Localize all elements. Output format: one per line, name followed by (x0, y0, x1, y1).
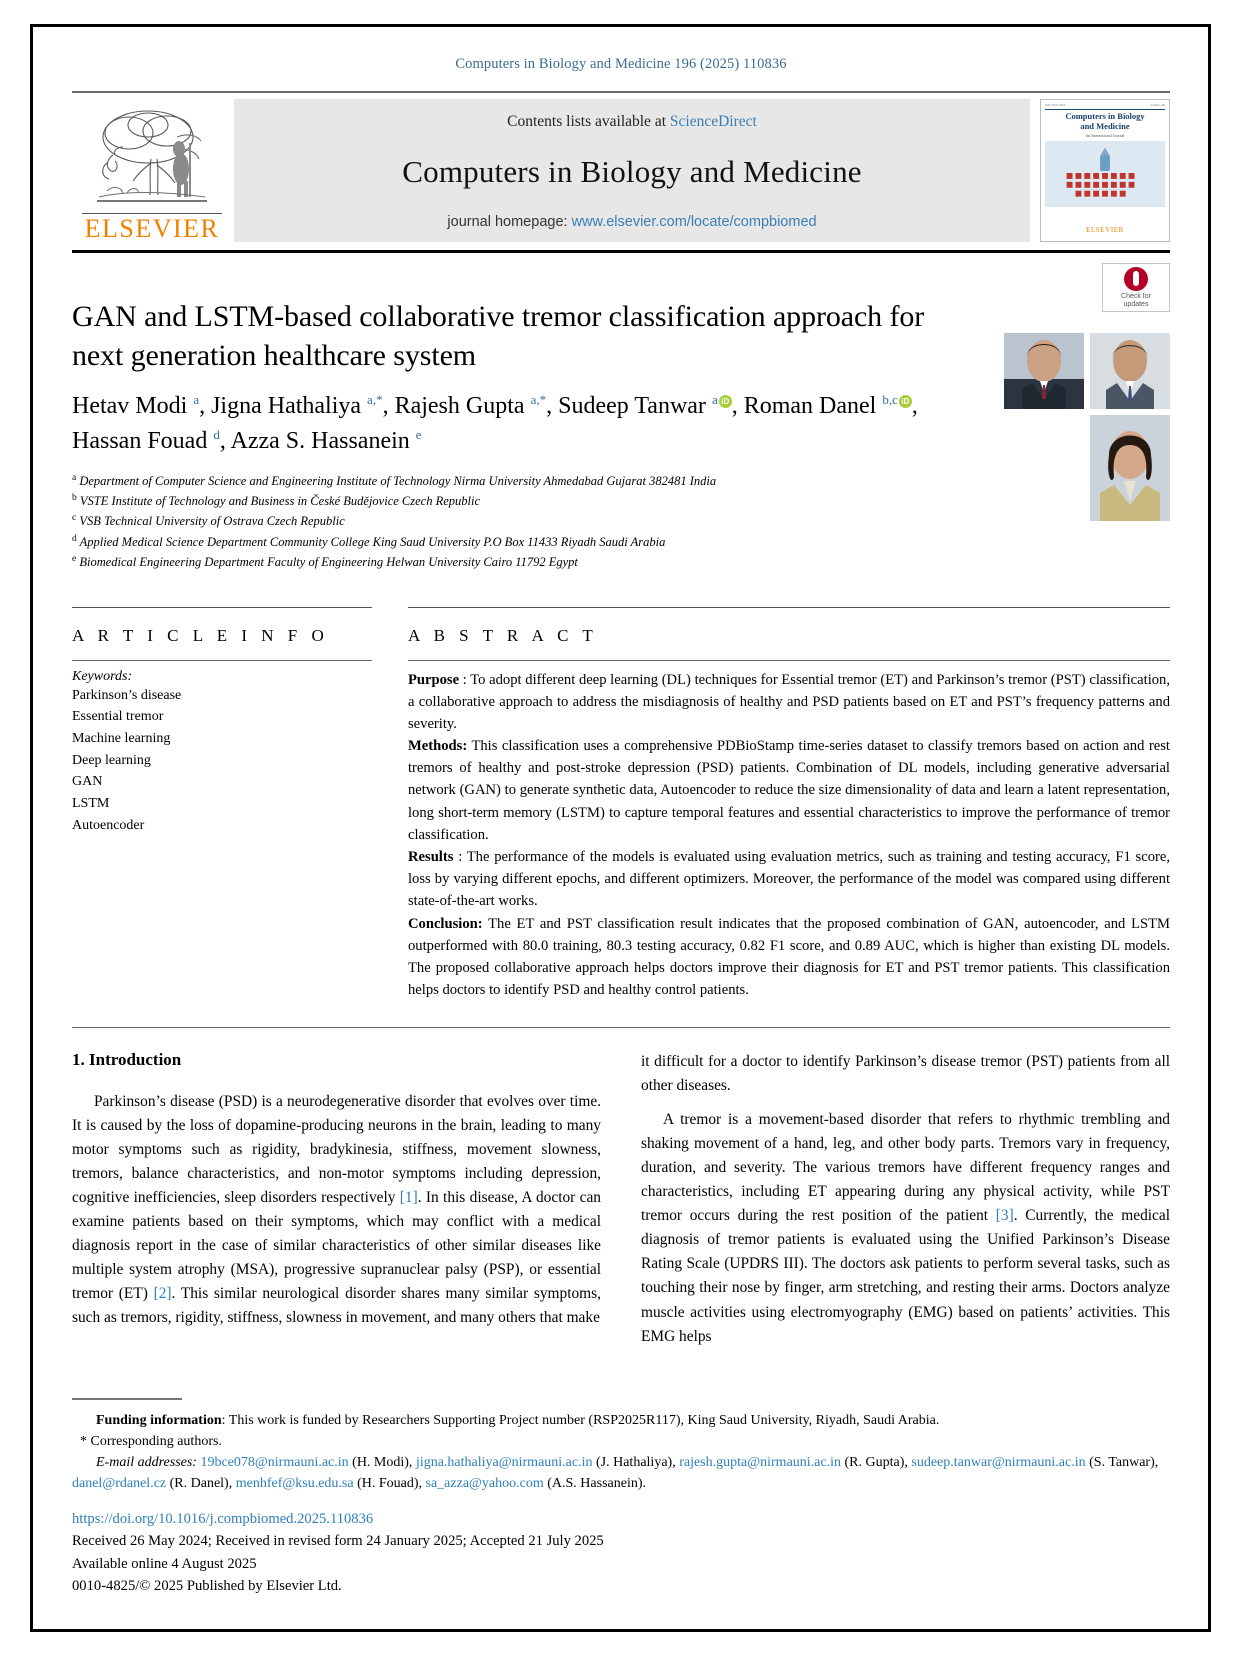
article-info-column (72, 607, 372, 1002)
journal-homepage-line (244, 214, 1020, 230)
abstract-label: Results (408, 849, 454, 865)
cover-artwork (1045, 141, 1165, 207)
funding-information (72, 1410, 1170, 1431)
email-owner: (R. Danel), (169, 1475, 233, 1491)
crossmark-line2: updates (1123, 301, 1149, 309)
abstract-label: Conclusion: (408, 915, 483, 932)
body-paragraph (72, 1090, 601, 1330)
email-owner: (S. Tanwar), (1089, 1454, 1159, 1470)
abstract-text: To adopt different deep learning (DL) techniques for Essential tremor (ET) and Parkinson’s tremor (PST) classification, a collaborative approach to address the misdiagnosis of healthy and PSD patients based on ET and PST’s frequency patterns and severity. (408, 671, 1170, 732)
cover-artwork-icon (1045, 141, 1165, 207)
journal-homepage-link[interactable]: www.elsevier.com/locate/compbiomed (571, 214, 817, 230)
body-paragraph (641, 1050, 1170, 1098)
corresponding-text: Corresponding authors. (90, 1433, 222, 1449)
body-column-left (72, 1050, 601, 1358)
abstract-paragraph (408, 738, 1170, 843)
affiliation-item (72, 491, 932, 511)
email-link[interactable]: sudeep.tanwar@nirmauni.ac.in (911, 1454, 1086, 1470)
contents-available-line (244, 113, 1020, 131)
body-paragraph-text: A tremor is a movement-based disorder that refers to rhythmic trembling and shaking movement of a hand, leg, and other body parts. Tremors vary in frequency, duration, and severity. The various tremors have different frequency ranges and characteristics, including ET appearing during any physical activity, while PST tremor occurs during the rest position of the patient [3]. Currently, the medical diagnosis of tremor patients is evaluated using the Unified Parkinson’s Disease Rating Scale (UPDRS III). The doctors ask patients to perform several tasks, such as touching their nose by finger, arm stretching, and resting their arms. Doctors analyze muscle activities using electromyography (EMG) based on patients’ activities. This EMG helps (641, 1111, 1170, 1345)
cover-title-line2: and Medicine (1080, 120, 1130, 131)
affiliation-marker: e (72, 554, 77, 565)
avatar (1090, 333, 1170, 409)
affiliation-item (72, 471, 932, 491)
email-addresses-line (72, 1452, 1170, 1494)
keywords-list (72, 685, 372, 837)
crossmark-line1: Check for (1121, 293, 1151, 300)
homepage-prefix: journal homepage: (447, 214, 572, 230)
page-title: GAN and LSTM-based collaborative tremor classification approach for next generation healthcare system (72, 300, 925, 372)
keyword-item: Parkinson’s disease (72, 687, 182, 703)
author-portraits-row1 (1004, 333, 1170, 409)
portrait-icon (1090, 333, 1170, 409)
keyword-item: Essential tremor (72, 709, 164, 725)
abstract-paragraph (408, 916, 1170, 999)
abstract-sep: : (459, 671, 471, 688)
available-online-date: Available online 4 August 2025 (72, 1555, 257, 1572)
sciencedirect-link[interactable]: ScienceDirect (669, 113, 757, 130)
abstract-body (408, 669, 1170, 1002)
elsevier-wordmark: ELSEVIER (82, 213, 222, 242)
abstract-text: The performance of the models is evaluated using evaluation metrics, such as training and testing accuracy, F1 score, loss by varying different epochs, and different optimizers. Moreover, the performance of the model was compared using different state-of-the-art works. (408, 849, 1170, 910)
cover-subtitle: An International Journal (1085, 132, 1125, 138)
abstract-paragraph (408, 849, 1170, 909)
affiliation-item (72, 511, 932, 531)
title-block (72, 293, 1170, 573)
email-owner: (H. Fouad), (357, 1475, 423, 1491)
elsevier-tree-icon (93, 103, 211, 211)
email-owner: (R. Gupta), (844, 1454, 908, 1470)
masthead-bottom-rule (72, 250, 1170, 253)
email-owner: (J. Hathaliya), (596, 1454, 676, 1470)
corresponding-authors-note (72, 1431, 1170, 1452)
cover-volume: Volume 196 (1150, 103, 1165, 107)
crossmark-icon (1124, 267, 1148, 291)
footnote-block (72, 1398, 1170, 1598)
journal-masthead (72, 91, 1170, 242)
publication-metadata (72, 1508, 1170, 1598)
author-list: Hetav Modi $^a$, Jigna Hathaliya $^{a,*}$, Rajesh Gupta $^{a,*}$, Sudeep Tanwar $^a$ iD , Roman Danel $^{b,c}$ iD , Hassan Fouad $^d$, Azza S. Hassanein $^e$ (72, 392, 918, 454)
section-heading-introduction: 1. Introduction (72, 1050, 182, 1070)
email-link[interactable]: sa_azza@yahoo.com (425, 1475, 544, 1491)
avatar (1004, 333, 1084, 409)
email-link[interactable]: 19bce078@nirmauni.ac.in (200, 1454, 349, 1470)
affiliation-text: VSTE Institute of Technology and Business in České Budějovice Czech Republic (79, 494, 481, 509)
citation-ref[interactable]: [1] (399, 1189, 418, 1207)
keywords-label: Keywords: (72, 668, 133, 684)
affiliation-item (72, 552, 932, 572)
cover-title-line1: Computers in Biology (1065, 111, 1145, 121)
affiliation-marker: c (72, 513, 77, 524)
funding-text: : This work is funded by Researchers Supporting Project number (RSP2025R117), King Saud University, Riyadh, Saudi Arabia. (221, 1412, 940, 1428)
article-info-heading: A R T I C L E I N F O (72, 607, 372, 646)
corresponding-marker: * (80, 1433, 87, 1449)
avatar (1090, 415, 1170, 521)
affiliation-list (72, 471, 932, 573)
affiliation-text: Biomedical Engineering Department Faculty of Engineering Helwan University Cairo 11792 Egypt (79, 555, 578, 570)
keyword-item: LSTM (72, 796, 110, 812)
affiliation-marker: d (72, 533, 77, 544)
info-abstract-section (72, 607, 1170, 1002)
cover-elsevier-wordmark: ELSEVIER (1086, 226, 1124, 234)
running-head: Computers in Biology and Medicine 196 (2025) 110836 (455, 56, 787, 72)
abstract-column (408, 607, 1170, 1002)
body-column-right (641, 1050, 1170, 1358)
doi-link[interactable]: https://doi.org/10.1016/j.compbiomed.2025.110836 (72, 1510, 374, 1527)
keyword-item: Autoencoder (72, 817, 145, 833)
email-link[interactable]: danel@rdanel.cz (72, 1475, 167, 1491)
affiliation-text: Applied Medical Science Department Community College King Saud University P.O Box 11433 Riyadh Saudi Arabia (79, 534, 666, 549)
portrait-icon (1004, 333, 1084, 409)
copyright-line: 0010-4825/© 2025 Published by Elsevier Ltd. (72, 1578, 342, 1595)
affiliation-marker: b (72, 493, 77, 503)
body-paragraph (641, 1108, 1170, 1348)
portrait-icon (1090, 415, 1170, 521)
journal-title: Computers in Biology and Medicine (402, 153, 862, 189)
contents-prefix: Contents lists available at (507, 113, 670, 130)
body-top-rule (72, 1027, 1170, 1028)
abstract-text: The ET and PST classification result indicates that the proposed combination of GAN, autoencoder, and LSTM outperformed with 80.0 training, 80.3 testing accuracy, 0.82 F1 score, and 0.89 AUC, which is higher than existing DL models. The proposed collaborative approach helps doctors improve their diagnosis for ET and PST tremor patients. This classification helps doctors to identify PSD and healthy control patients. (408, 915, 1170, 999)
email-owner: (A.S. Hassanein). (547, 1475, 647, 1491)
abstract-label: Purpose (408, 671, 460, 688)
funding-label: Funding information (96, 1412, 222, 1428)
affiliation-text: Department of Computer Science and Engineering Institute of Technology Nirma University Ahmedabad Gujarat 382481 India (79, 473, 717, 488)
cover-issn: ISSN 0010-4825 (1045, 103, 1066, 107)
abstract-sep: : (453, 849, 467, 865)
masthead-center (234, 99, 1030, 242)
journal-cover-thumbnail (1040, 99, 1170, 242)
body-paragraph-text: Parkinson’s disease (PSD) is a neurodegenerative disorder that evolves over time. It is caused by the loss of dopamine-producing neurons in the brain, leading to many motor symptoms such as rigidity, bradykinesia, stiffness, movement slowness, tremors, balance characteristics, and non-motor symptoms including depression, cognitive inefficiencies, sleep disorders respectively [1]. In this disease, A doctor can examine patients based on their symptoms, which may conflict with a medical diagnosis report in the case of similar characteristics of other similar diseases like multiple system atrophy (MSA), progressive supranuclear palsy (PSP), or essential tremor (ET) [2]. This similar neurological disorder shares many similar symptoms, such as tremors, rigidity, stiffness, slowness in movement, and many others that make (72, 1093, 601, 1327)
email-owner: (H. Modi), (352, 1454, 413, 1470)
abstract-text: This classification uses a comprehensive PDBioStamp time-series dataset to classify tremors based on action and rest tremors of healthy and post-stroke depression (PSD) patients. Combination of DL models, including generative adversarial network (GAN) to generate synthetic data, Autoencoder to reduce the size dimensionality of data and learn a latent representation, long short-term memory (LSTM) to capture temporal features and essential characteristics to improve the performance of tremor classification. (408, 738, 1170, 843)
abstract-label: Methods: (408, 738, 468, 755)
crossmark-check-for-updates[interactable] (1102, 263, 1170, 312)
affiliation-marker: a (72, 472, 77, 483)
article-info-rule (72, 660, 372, 661)
abstract-rule (408, 660, 1170, 661)
citation-ref[interactable]: [3] (995, 1207, 1014, 1225)
affiliation-item (72, 532, 932, 552)
email-link[interactable]: jigna.hathaliya@nirmauni.ac.in (415, 1454, 593, 1470)
received-dates: Received 26 May 2024; Received in revised form 24 January 2025; Accepted 21 July 2025 (72, 1533, 604, 1550)
keyword-item: GAN (72, 774, 103, 790)
email-link[interactable]: rajesh.gupta@nirmauni.ac.in (679, 1454, 841, 1470)
email-label: E-mail addresses: (96, 1454, 197, 1470)
footnote-rule (72, 1398, 182, 1400)
keyword-item: Deep learning (72, 752, 151, 768)
abstract-heading: A B S T R A C T (408, 607, 1170, 646)
keyword-item: Machine learning (72, 731, 171, 746)
citation-ref[interactable]: [2] (153, 1285, 172, 1303)
body-columns (72, 1050, 1170, 1358)
email-link[interactable]: menhfef@ksu.edu.sa (235, 1475, 354, 1491)
abstract-paragraph (408, 672, 1170, 732)
elsevier-logo (72, 99, 228, 242)
body-paragraph-text: it difficult for a doctor to identify Parkinson’s disease tremor (PST) patients from all other diseases. (641, 1053, 1170, 1095)
affiliation-text: VSB Technical University of Ostrava Czech Republic (79, 514, 345, 529)
page-content (72, 56, 1170, 1359)
author-portraits-row2 (1090, 415, 1170, 521)
